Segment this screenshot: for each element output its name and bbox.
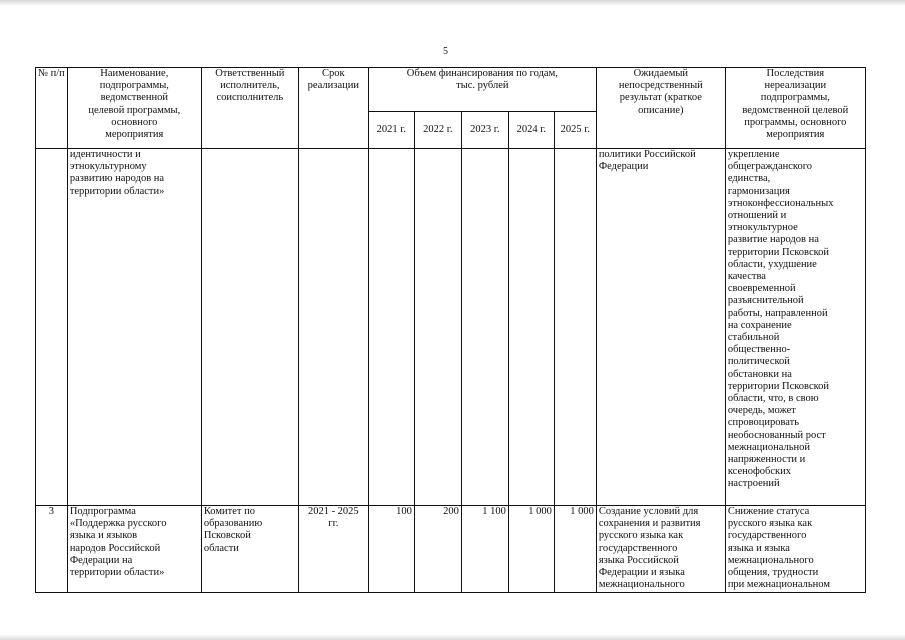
row-fin-2025: 1 000 bbox=[554, 506, 596, 593]
row-executor bbox=[201, 149, 298, 506]
row-conseq-line: разъяснительной bbox=[727, 295, 804, 307]
header-num-label: № п/п bbox=[38, 68, 65, 79]
header-result-line: описание) bbox=[638, 104, 684, 116]
header-year-2025: 2025 г. bbox=[554, 112, 596, 149]
row-conseq-line: общения, трудности bbox=[727, 567, 819, 579]
row-fin-2021 bbox=[368, 149, 414, 506]
row-name-line: «Поддержка русского bbox=[69, 518, 167, 530]
header-name-line: подпрограммы, bbox=[99, 80, 169, 92]
row-conseq-line: общегражданского bbox=[727, 161, 813, 173]
header-financing bbox=[368, 68, 596, 112]
scan-edge-top bbox=[0, 0, 905, 6]
row-result-line: Федерации и языка bbox=[598, 567, 685, 579]
row-result-line: Федерации bbox=[598, 161, 649, 173]
page-number: 5 bbox=[443, 46, 448, 57]
header-num bbox=[36, 68, 68, 149]
row-result-line: государственного bbox=[598, 542, 678, 554]
program-table bbox=[35, 67, 866, 593]
row-term-line: 2021 - 2025 bbox=[307, 506, 359, 517]
header-exec-line: исполнитель, bbox=[220, 80, 280, 92]
row-fin-2022 bbox=[414, 149, 461, 506]
row-conseq-line: укрепление bbox=[727, 149, 780, 160]
row-executor bbox=[201, 506, 298, 593]
row-conseq-line: развитие народов на bbox=[727, 234, 819, 246]
header-fin-line: тыс. рублей bbox=[456, 80, 509, 92]
row-conseq-line: этноконфессиональных bbox=[727, 197, 834, 209]
header-fin-line: Объем финансирования по годам, bbox=[406, 68, 558, 79]
row-name bbox=[67, 506, 201, 593]
row-conseq-line: единства, bbox=[727, 173, 771, 185]
header-name-line: основного bbox=[111, 116, 158, 128]
row-conseq-line: языка и языка bbox=[727, 542, 790, 554]
row-conseq-line: при межнациональном bbox=[727, 579, 830, 591]
header-year-2023: 2023 г. bbox=[461, 112, 508, 149]
row-consequences bbox=[725, 149, 865, 506]
header-result bbox=[596, 68, 725, 149]
header-exec-line: соисполнитель bbox=[216, 92, 284, 104]
header-name-line: мероприятия bbox=[105, 129, 164, 141]
row-term bbox=[298, 506, 368, 593]
header-term-line: Срок bbox=[322, 68, 345, 79]
row-name-line: Подпрограмма bbox=[69, 506, 136, 517]
header-year-2022: 2022 г. bbox=[414, 112, 461, 149]
row-conseq-line: Снижение статуса bbox=[727, 506, 810, 517]
row-conseq-line: территории Псковской bbox=[727, 380, 830, 392]
header-name-line: Наименование, bbox=[100, 68, 169, 79]
row-conseq-line: государственного bbox=[727, 530, 807, 542]
header-result-line: Ожидаемый bbox=[633, 68, 689, 79]
header-conseq-line: программы, основного bbox=[744, 116, 847, 128]
row-result-line: языка Российской bbox=[598, 554, 679, 566]
row-consequences bbox=[725, 506, 865, 593]
row-conseq-line: межнациональной bbox=[727, 441, 811, 453]
header-result-line: результат (краткое bbox=[619, 92, 702, 104]
row-conseq-line: русского языка как bbox=[727, 518, 813, 530]
row-conseq-line: области, ухудшение bbox=[727, 258, 817, 270]
header-result-line: непосредственный bbox=[618, 80, 703, 92]
row-fin-2024: 1 000 bbox=[508, 506, 554, 593]
row-name bbox=[67, 149, 201, 506]
row-fin-2022: 200 bbox=[414, 506, 461, 593]
row-conseq-line: политической bbox=[727, 356, 790, 368]
row-conseq-line: межнационального bbox=[727, 554, 814, 566]
row-conseq-line: спровоцировать bbox=[727, 417, 800, 429]
row-result-line: Создание условий для bbox=[598, 506, 699, 517]
header-year-2021: 2021 г. bbox=[368, 112, 414, 149]
header-name-line: целевой программы, bbox=[88, 104, 181, 116]
header-conseq-line: нереализации bbox=[764, 80, 827, 92]
row-result-line: русского языка как bbox=[598, 530, 684, 542]
header-term bbox=[298, 68, 368, 149]
row-name-line: этнокультурному bbox=[69, 161, 147, 173]
header-conseq-line: Последствия bbox=[766, 68, 825, 79]
row-fin-2023: 1 100 bbox=[461, 506, 508, 593]
row-conseq-line: необоснованный рост bbox=[727, 429, 826, 441]
scan-edge-bottom bbox=[0, 634, 905, 640]
row-num: 3 bbox=[36, 506, 68, 593]
row-fin-2024 bbox=[508, 149, 554, 506]
row-conseq-line: работы, направленной bbox=[727, 307, 828, 319]
row-name-line: идентичности и bbox=[69, 149, 141, 160]
header-consequences bbox=[725, 68, 865, 149]
header-conseq-line: подпрограммы, bbox=[760, 92, 830, 104]
header-conseq-line: мероприятия bbox=[766, 129, 825, 141]
row-conseq-line: отношений и bbox=[727, 210, 787, 222]
header-executor bbox=[201, 68, 298, 149]
row-term bbox=[298, 149, 368, 506]
header-term-line: реализации bbox=[307, 80, 359, 92]
header-year-2024: 2024 г. bbox=[508, 112, 554, 149]
row-conseq-line: стабильной bbox=[727, 332, 780, 344]
row-conseq-line: настроений bbox=[727, 478, 780, 490]
row-result-line: политики Российской bbox=[598, 149, 696, 160]
row-exec-line: Псковской bbox=[203, 530, 251, 542]
row-fin-2023 bbox=[461, 149, 508, 506]
row-conseq-line: этнокультурное bbox=[727, 222, 798, 234]
header-conseq-line: ведомственной целевой bbox=[742, 104, 849, 116]
row-conseq-line: качества bbox=[727, 271, 766, 283]
row-conseq-line: напряженности и bbox=[727, 454, 806, 466]
row-fin-2021: 100 bbox=[368, 506, 414, 593]
row-fin-2025 bbox=[554, 149, 596, 506]
header-exec-line: Ответственный bbox=[215, 68, 285, 79]
row-exec-line: области bbox=[203, 542, 239, 554]
row-conseq-line: ксенофобских bbox=[727, 466, 791, 478]
row-result-line: сохранения и развития bbox=[598, 518, 701, 530]
row-name-line: территории области» bbox=[69, 185, 165, 197]
header-name bbox=[67, 68, 201, 149]
row-result bbox=[596, 506, 725, 593]
row-name-line: Федерации на bbox=[69, 554, 133, 566]
row-result bbox=[596, 149, 725, 506]
row-name-line: народов Российской bbox=[69, 542, 161, 554]
row-conseq-line: области, что, в свою bbox=[727, 393, 819, 405]
header-row bbox=[36, 68, 866, 112]
row-conseq-line: своевременной bbox=[727, 283, 796, 295]
row-conseq-line: территории Псковской bbox=[727, 246, 830, 258]
row-name-line: языка и языков bbox=[69, 530, 138, 542]
row-conseq-line: очередь, может bbox=[727, 405, 796, 417]
row-name-line: развитию народов на bbox=[69, 173, 165, 185]
header-name-line: ведомственной bbox=[100, 92, 168, 104]
row-result-line: межнационального bbox=[598, 579, 685, 591]
table-row bbox=[36, 149, 866, 506]
row-conseq-line: общественно- bbox=[727, 344, 791, 356]
row-exec-line: Комитет по bbox=[203, 506, 255, 517]
table-row bbox=[36, 506, 866, 593]
row-num bbox=[36, 149, 68, 506]
row-name-line: территории области» bbox=[69, 567, 165, 579]
row-exec-line: образованию bbox=[203, 518, 263, 530]
row-conseq-line: гармонизация bbox=[727, 185, 790, 197]
row-conseq-line: обстановки на bbox=[727, 368, 792, 380]
row-term-line: гг. bbox=[328, 518, 339, 530]
row-conseq-line: на сохранение bbox=[727, 319, 792, 331]
